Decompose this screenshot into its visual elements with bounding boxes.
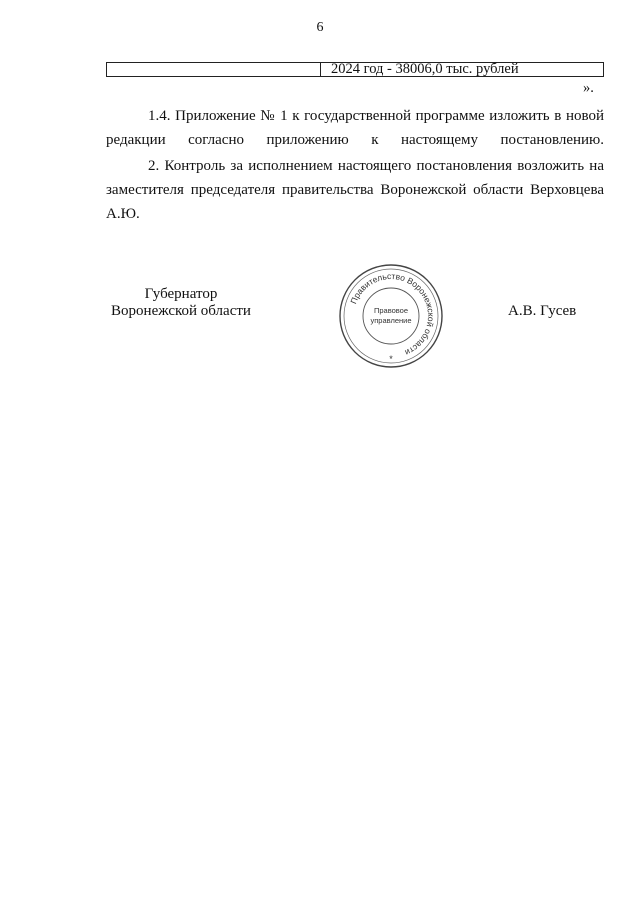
signer-position-line2: Воронежской области	[111, 303, 251, 319]
seal-center-line1: Правовое	[373, 306, 409, 315]
table-cell-text: 2024 год - 38006,0 тыс. рублей	[331, 61, 519, 77]
signer-name: А.В. Гусев	[508, 303, 577, 319]
closing-quote: ».	[583, 80, 594, 96]
seal-graphic	[338, 263, 444, 369]
signer-position	[106, 286, 256, 320]
seal-ring-text: Правительство Воронежской области	[348, 270, 437, 358]
seal-center-line2: управление	[370, 316, 412, 325]
paragraph-2: 2. Контроль за исполнением настоящего постановления возложить на заместителя председателя правительства Воронежской области Верховцева А.Ю.	[106, 158, 604, 222]
table-divider	[320, 63, 321, 76]
paragraph-1-4: 1.4. Приложение № 1 к государственной программе изложить в новой редакции согласно приложению к настоящему постановлению.	[106, 108, 604, 148]
page-number: 6	[316, 20, 324, 35]
signer-position-line1: Губернатор	[144, 286, 218, 302]
seal-star: *	[389, 354, 393, 364]
table-fragment	[106, 62, 604, 77]
official-seal	[338, 263, 444, 369]
